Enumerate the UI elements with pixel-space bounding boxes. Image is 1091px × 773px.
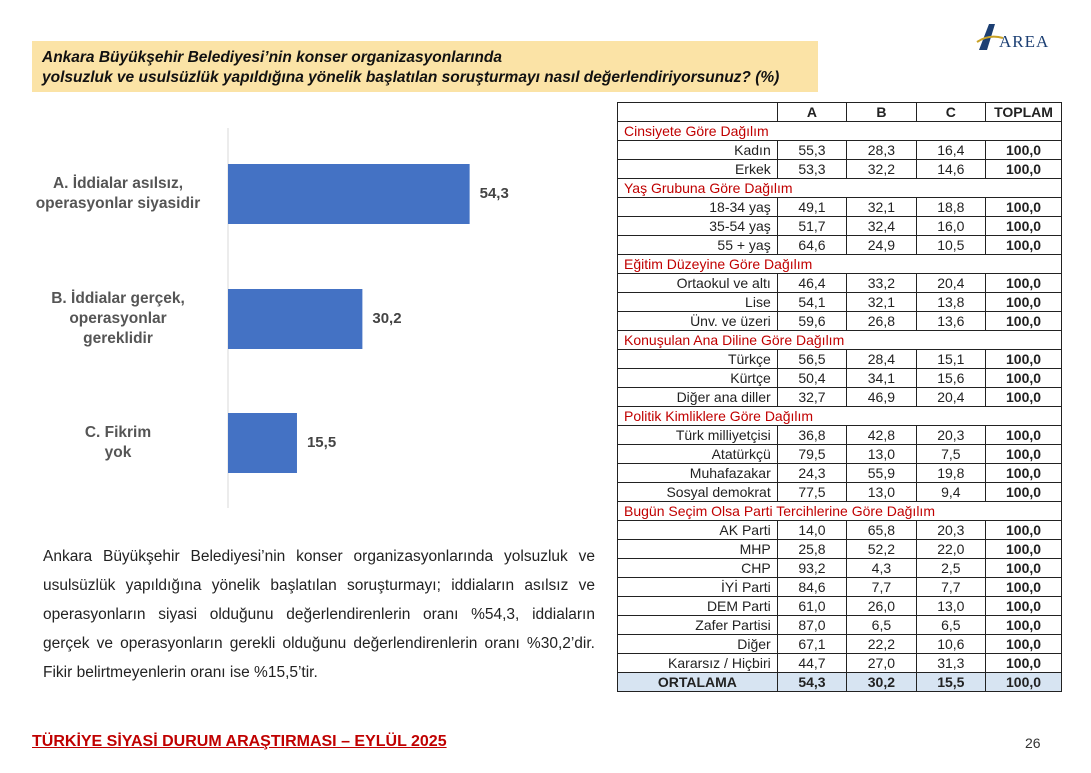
table-row bbox=[618, 293, 1062, 312]
table-cell: 15,1 bbox=[916, 350, 985, 369]
table-cell: 2,5 bbox=[916, 559, 985, 578]
table-cell: 100,0 bbox=[986, 198, 1062, 217]
table-cell: 51,7 bbox=[777, 217, 846, 236]
table-cell: 53,3 bbox=[777, 160, 846, 179]
table-cell: 16,4 bbox=[916, 141, 985, 160]
table-row-label: Zafer Partisi bbox=[618, 616, 778, 635]
category-label-line: yok bbox=[104, 444, 132, 461]
table-row bbox=[618, 426, 1062, 445]
table-cell: 42,8 bbox=[847, 426, 916, 445]
table-cell: 27,0 bbox=[847, 654, 916, 673]
table-cell: 36,8 bbox=[777, 426, 846, 445]
table-row bbox=[618, 464, 1062, 483]
bar-chart bbox=[35, 108, 600, 528]
table-row bbox=[618, 445, 1062, 464]
table-cell: 24,9 bbox=[847, 236, 916, 255]
table-row-label: İYİ Parti bbox=[618, 578, 778, 597]
table-row bbox=[618, 616, 1062, 635]
table-cell: 65,8 bbox=[847, 521, 916, 540]
table-section-title: Yaş Grubuna Göre Dağılım bbox=[618, 179, 1062, 198]
table-cell: 22,2 bbox=[847, 635, 916, 654]
table-cell: 31,3 bbox=[916, 654, 985, 673]
table-header-row bbox=[618, 103, 1062, 122]
table-cell: 28,4 bbox=[847, 350, 916, 369]
table-row-label: Erkek bbox=[618, 160, 778, 179]
table-cell: 55,3 bbox=[777, 141, 846, 160]
table-row-label: 55 + yaş bbox=[618, 236, 778, 255]
table-cell: 7,7 bbox=[916, 578, 985, 597]
breakdown-table bbox=[617, 102, 1062, 692]
table-cell: 34,1 bbox=[847, 369, 916, 388]
table-cell: 13,8 bbox=[916, 293, 985, 312]
table-cell: 100,0 bbox=[986, 388, 1062, 407]
table-section-title: Eğitim Düzeyine Göre Dağılım bbox=[618, 255, 1062, 274]
table-cell: 6,5 bbox=[916, 616, 985, 635]
bar-value-label-2: 15,5 bbox=[306, 434, 337, 451]
table-row-label: MHP bbox=[618, 540, 778, 559]
logo-text: AREA bbox=[999, 32, 1050, 51]
table-row bbox=[618, 236, 1062, 255]
category-label-line: C. Fikrim bbox=[84, 424, 152, 441]
table-row-label: Kadın bbox=[618, 141, 778, 160]
table-cell: 56,5 bbox=[777, 350, 846, 369]
table-row-label: Lise bbox=[618, 293, 778, 312]
table-cell: 100,0 bbox=[986, 445, 1062, 464]
table-cell: 18,8 bbox=[916, 198, 985, 217]
table-row-label: Sosyal demokrat bbox=[618, 483, 778, 502]
page-number: 26 bbox=[1025, 735, 1041, 751]
table-row bbox=[618, 388, 1062, 407]
table-cell: 10,6 bbox=[916, 635, 985, 654]
table-header-cell: A bbox=[777, 103, 846, 122]
table-cell: 32,7 bbox=[777, 388, 846, 407]
table-row-label: Türk milliyetçisi bbox=[618, 426, 778, 445]
category-label-line: operasyonlar siyasidir bbox=[35, 195, 201, 212]
table-row bbox=[618, 540, 1062, 559]
table-row-label: Muhafazakar bbox=[618, 464, 778, 483]
table-average-cell: 100,0 bbox=[986, 673, 1062, 692]
table-section-row bbox=[618, 502, 1062, 521]
table-cell: 20,4 bbox=[916, 388, 985, 407]
table-header-cell: B bbox=[847, 103, 916, 122]
table-cell: 77,5 bbox=[777, 483, 846, 502]
table-cell: 26,0 bbox=[847, 597, 916, 616]
table-header-cell: C bbox=[916, 103, 985, 122]
table-cell: 100,0 bbox=[986, 293, 1062, 312]
table-average-label: ORTALAMA bbox=[618, 673, 778, 692]
table-cell: 100,0 bbox=[986, 597, 1062, 616]
table-row-label: DEM Parti bbox=[618, 597, 778, 616]
table-row bbox=[618, 578, 1062, 597]
table-cell: 52,2 bbox=[847, 540, 916, 559]
bar-value-label-0: 54,3 bbox=[479, 185, 509, 202]
table-row bbox=[618, 141, 1062, 160]
table-row-label: Kararsız / Hiçbiri bbox=[618, 654, 778, 673]
table-row-label: AK Parti bbox=[618, 521, 778, 540]
table-cell: 6,5 bbox=[847, 616, 916, 635]
table-cell: 87,0 bbox=[777, 616, 846, 635]
table-row-label: Diğer ana diller bbox=[618, 388, 778, 407]
question-title-line1: Ankara Büyükşehir Belediyesi’nin konser organizasyonlarında bbox=[42, 49, 502, 66]
table-average-cell: 54,3 bbox=[777, 673, 846, 692]
footer-title: TÜRKİYE SİYASİ DURUM ARAŞTIRMASI – EYLÜL 2025 bbox=[32, 733, 447, 750]
category-label-line: B. İddialar gerçek, bbox=[51, 290, 185, 307]
table-average-cell: 15,5 bbox=[916, 673, 985, 692]
table-cell: 20,4 bbox=[916, 274, 985, 293]
table-cell: 100,0 bbox=[986, 616, 1062, 635]
category-label-1 bbox=[18, 289, 218, 349]
table-section-title: Konuşulan Ana Diline Göre Dağılım bbox=[618, 331, 1062, 350]
table-cell: 100,0 bbox=[986, 236, 1062, 255]
category-label-line: A. İddialar asılsız, bbox=[52, 175, 184, 192]
question-title-box bbox=[32, 41, 818, 92]
table-cell: 32,1 bbox=[847, 198, 916, 217]
table-cell: 100,0 bbox=[986, 369, 1062, 388]
table-cell: 64,6 bbox=[777, 236, 846, 255]
table-cell: 100,0 bbox=[986, 141, 1062, 160]
table-cell: 50,4 bbox=[777, 369, 846, 388]
table-header-cell: TOPLAM bbox=[986, 103, 1062, 122]
table-cell: 67,1 bbox=[777, 635, 846, 654]
table-cell: 100,0 bbox=[986, 521, 1062, 540]
table-section-row bbox=[618, 331, 1062, 350]
table-cell: 22,0 bbox=[916, 540, 985, 559]
table-cell: 100,0 bbox=[986, 483, 1062, 502]
table-cell: 32,4 bbox=[847, 217, 916, 236]
table-section-title: Politik Kimliklere Göre Dağılım bbox=[618, 407, 1062, 426]
table-cell: 13,6 bbox=[916, 312, 985, 331]
table-cell: 100,0 bbox=[986, 217, 1062, 236]
category-label-0 bbox=[18, 174, 218, 214]
table-cell: 54,1 bbox=[777, 293, 846, 312]
table-cell: 100,0 bbox=[986, 160, 1062, 179]
table-row bbox=[618, 217, 1062, 236]
table-row-label: Diğer bbox=[618, 635, 778, 654]
table-cell: 44,7 bbox=[777, 654, 846, 673]
table-section-row bbox=[618, 255, 1062, 274]
table-cell: 16,0 bbox=[916, 217, 985, 236]
table-row bbox=[618, 654, 1062, 673]
table-cell: 100,0 bbox=[986, 464, 1062, 483]
table-row-label: 18-34 yaş bbox=[618, 198, 778, 217]
table-average-cell: 30,2 bbox=[847, 673, 916, 692]
category-label-line: gereklidir bbox=[83, 330, 153, 347]
table-cell: 100,0 bbox=[986, 274, 1062, 293]
description-paragraph: Ankara Büyükşehir Belediyesi’nin konser organizasyonlarında yolsuzluk ve usulsüzlük yapıldığına yönelik başlatılan soruşturmayı; iddiaların asılsız ve operasyonların siyasi olduğunu değerlendirenlerin oranı %54,3, iddiaların gerçek ve operasyonların gerekli olduğunu değerlendirenlerin oranı %30,2’dir. Fikir belirtmeyenlerin oranı ise %15,5’tir. bbox=[43, 548, 595, 681]
table-cell: 61,0 bbox=[777, 597, 846, 616]
category-label-line: operasyonlar bbox=[69, 310, 167, 327]
table-cell: 100,0 bbox=[986, 635, 1062, 654]
table-cell: 100,0 bbox=[986, 654, 1062, 673]
table-cell: 7,7 bbox=[847, 578, 916, 597]
table-section-title: Cinsiyete Göre Dağılım bbox=[618, 122, 1062, 141]
table-section-row bbox=[618, 122, 1062, 141]
table-row bbox=[618, 312, 1062, 331]
table-cell: 49,1 bbox=[777, 198, 846, 217]
table-average-row bbox=[618, 673, 1062, 692]
table-cell: 93,2 bbox=[777, 559, 846, 578]
table-row-label: Ortaokul ve altı bbox=[618, 274, 778, 293]
table-cell: 100,0 bbox=[986, 312, 1062, 331]
table-cell: 20,3 bbox=[916, 521, 985, 540]
table-row bbox=[618, 521, 1062, 540]
table-cell: 32,2 bbox=[847, 160, 916, 179]
table-cell: 25,8 bbox=[777, 540, 846, 559]
table-cell: 28,3 bbox=[847, 141, 916, 160]
table-cell: 55,9 bbox=[847, 464, 916, 483]
table-row bbox=[618, 198, 1062, 217]
table-row bbox=[618, 350, 1062, 369]
table-cell: 20,3 bbox=[916, 426, 985, 445]
table-cell: 26,8 bbox=[847, 312, 916, 331]
table-cell: 10,5 bbox=[916, 236, 985, 255]
table-cell: 46,9 bbox=[847, 388, 916, 407]
table-row-label: Atatürkçü bbox=[618, 445, 778, 464]
table-cell: 46,4 bbox=[777, 274, 846, 293]
table-cell: 14,0 bbox=[777, 521, 846, 540]
bar-0 bbox=[228, 164, 470, 224]
table-cell: 59,6 bbox=[777, 312, 846, 331]
table-row bbox=[618, 274, 1062, 293]
table-row bbox=[618, 160, 1062, 179]
bar-1 bbox=[228, 289, 362, 349]
question-title-line2: yolsuzluk ve usulsüzlük yapıldığına yönelik başlatılan soruşturmayı nasıl değerlendiriyorsunuz? (%) bbox=[42, 69, 780, 86]
table-row-label: Türkçe bbox=[618, 350, 778, 369]
category-label-2 bbox=[18, 423, 218, 463]
table-cell: 100,0 bbox=[986, 540, 1062, 559]
table-row bbox=[618, 483, 1062, 502]
table-header-cell bbox=[618, 103, 778, 122]
table-row bbox=[618, 597, 1062, 616]
table-cell: 4,3 bbox=[847, 559, 916, 578]
table-cell: 100,0 bbox=[986, 559, 1062, 578]
table-cell: 14,6 bbox=[916, 160, 985, 179]
table-row bbox=[618, 559, 1062, 578]
table-cell: 13,0 bbox=[916, 597, 985, 616]
bar-2 bbox=[228, 413, 297, 473]
table-cell: 100,0 bbox=[986, 350, 1062, 369]
table-cell: 100,0 bbox=[986, 426, 1062, 445]
table-cell: 84,6 bbox=[777, 578, 846, 597]
table-cell: 15,6 bbox=[916, 369, 985, 388]
table-section-row bbox=[618, 179, 1062, 198]
table-cell: 19,8 bbox=[916, 464, 985, 483]
table-section-row bbox=[618, 407, 1062, 426]
table-row-label: Ünv. ve üzeri bbox=[618, 312, 778, 331]
table-cell: 79,5 bbox=[777, 445, 846, 464]
table-row-label: 35-54 yaş bbox=[618, 217, 778, 236]
table-cell: 9,4 bbox=[916, 483, 985, 502]
table-row bbox=[618, 635, 1062, 654]
table-cell: 13,0 bbox=[847, 483, 916, 502]
table-row-label: Kürtçe bbox=[618, 369, 778, 388]
table-cell: 100,0 bbox=[986, 578, 1062, 597]
table-section-title: Bugün Seçim Olsa Parti Tercihlerine Göre Dağılım bbox=[618, 502, 1062, 521]
table-row-label: CHP bbox=[618, 559, 778, 578]
table-row bbox=[618, 369, 1062, 388]
table-cell: 7,5 bbox=[916, 445, 985, 464]
table-cell: 24,3 bbox=[777, 464, 846, 483]
table-cell: 32,1 bbox=[847, 293, 916, 312]
table-cell: 33,2 bbox=[847, 274, 916, 293]
table-cell: 13,0 bbox=[847, 445, 916, 464]
bar-value-label-1: 30,2 bbox=[372, 310, 402, 327]
